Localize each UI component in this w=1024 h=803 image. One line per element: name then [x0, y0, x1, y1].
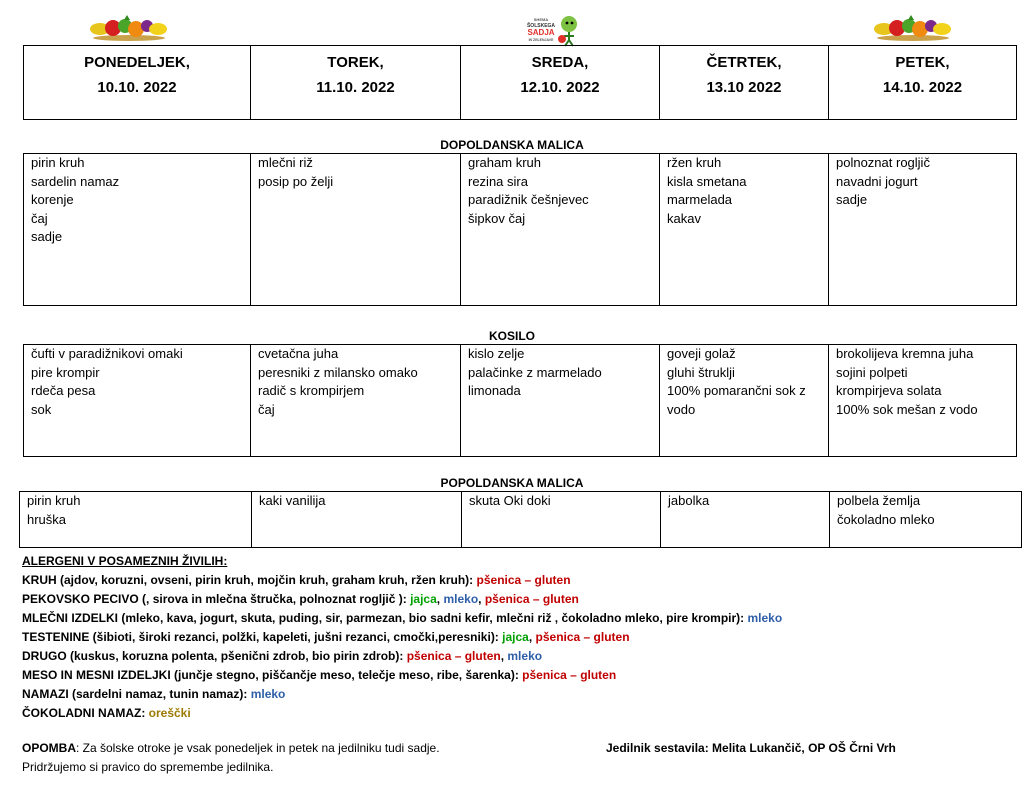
day-name: PONEDELJEK, [84, 54, 190, 71]
allergen-tag: jajca [410, 592, 437, 606]
menu-item: sadje [836, 192, 868, 207]
menu-cell-fri [830, 492, 1022, 548]
allergen-row [22, 628, 782, 647]
menu-cell-fri [829, 154, 1017, 306]
allergen-food-text: MESO IN MESNI IZDELJKI (junčje stegno, piščančje meso, telečje meso, ribe, šarenka): [22, 668, 523, 682]
allergen-row [22, 685, 782, 704]
menu-cell-mon [24, 154, 251, 306]
day-date: 11.10. 2022 [316, 79, 395, 96]
footer-author: Jedilnik sestavila: Melita Lukančič, OP OŠ Črni Vrh [606, 741, 896, 755]
menu-item: marmelada [667, 192, 733, 207]
allergen-tag: mleko [507, 649, 543, 663]
day-date: 14.10. 2022 [882, 79, 963, 96]
allergen-food-text: KRUH (ajdov, koruzni, ovseni, pirin kruh, mojčin kruh, graham kruh, ržen kruh): [22, 573, 477, 587]
menu-item: skuta Oki doki [469, 493, 551, 508]
menu-item: čaj [258, 401, 275, 417]
allergen-row [22, 647, 782, 666]
menu-item: brokolijeva kremna juha [836, 346, 974, 361]
menu-item: posip po želji [258, 173, 334, 189]
allergen-food-text: TESTENINE (šibioti, široki rezanci, polžki, kapeleti, jušni rezanci, cmočki,peresniki): [22, 630, 503, 644]
allergen-tag: pšenica – gluten [484, 592, 579, 606]
menu-item: čufti v paradižnikovi omaki [31, 346, 183, 361]
menu-item: polnoznat rogljič [836, 155, 930, 170]
allergen-row [22, 609, 782, 628]
menu-item: limonada [468, 383, 521, 398]
allergen-food-text: , [436, 592, 444, 606]
allergen-food-text: ČOKOLADNI NAMAZ: [22, 706, 149, 720]
allergen-food-text: , [500, 649, 508, 663]
allergen-food-text: NAMAZI (sardelni namaz, tunin namaz): [22, 687, 251, 701]
footer-note-line1 [22, 739, 440, 758]
note-text: : Za šolske otroke je vsak ponedeljek in petek na jedilniku tudi sadje. [76, 741, 440, 755]
logo-text-4: IN ZELENJAVE [528, 38, 554, 42]
menu-item: jabolka [668, 493, 710, 508]
allergen-tag: mleko [747, 611, 783, 625]
school-fruit-scheme-logo [522, 12, 584, 48]
fruit-basket-logo-left [88, 14, 170, 42]
menu-item: vodo [667, 401, 696, 417]
allergen-tag: jajca [502, 630, 529, 644]
allergen-tag: oreščki [148, 706, 191, 720]
morning-snack-table [23, 153, 1017, 306]
menu-item: graham kruh [468, 155, 541, 170]
day-date: 10.10. 2022 [97, 79, 177, 96]
lunch-table [23, 344, 1017, 457]
logo-text-1: SHEMA [533, 17, 549, 22]
menu-item: palačinke z marmelado [468, 364, 602, 380]
menu-item: 100% pomarančni sok z [667, 383, 806, 398]
allergen-row [22, 666, 782, 685]
menu-item: mlečni riž [258, 155, 313, 170]
menu-item: kislo zelje [468, 346, 525, 361]
allergen-food-text: , [478, 592, 485, 606]
menu-item: šipkov čaj [468, 210, 526, 226]
note-label: OPOMBA [22, 741, 76, 755]
allergen-tag: pšenica – gluten [522, 668, 617, 682]
allergen-tag: pšenica – gluten [535, 630, 630, 644]
fruit-basket-logo-right [872, 14, 954, 42]
allergen-tag: mleko [250, 687, 286, 701]
day-thursday [660, 46, 829, 120]
menu-item: radič s krompirjem [258, 383, 365, 398]
allergen-food-text: , [528, 630, 536, 644]
menu-cell-mon [20, 492, 252, 548]
menu-cell-thu [661, 492, 830, 548]
days-header-table [23, 45, 1017, 120]
menu-item: krompirjeva solata [836, 383, 942, 398]
allergen-food-text: PEKOVSKO PECIVO (, sirova in mlečna štručka, polnoznat rogljič ): [22, 592, 411, 606]
menu-item: čaj [31, 210, 48, 226]
menu-cell-tue [251, 345, 461, 457]
allergen-tag: mleko [443, 592, 479, 606]
menu-cell-fri [829, 345, 1017, 457]
menu-item: rezina sira [468, 173, 528, 189]
allergens-title: ALERGENI V POSAMEZNIH ŽIVILIH: [22, 554, 228, 568]
menu-item: sadje [31, 229, 63, 244]
menu-item: kakav [667, 210, 701, 226]
allergen-row [22, 571, 782, 590]
menu-item: čokoladno mleko [837, 511, 935, 527]
allergen-food-text: DRUGO (kuskus, koruzna polenta, pšenični zdrob, bio pirin zdrob): [22, 649, 407, 663]
day-name: SREDA, [531, 54, 589, 71]
allergen-food-text: MLEČNI IZDELKI (mleko, kava, jogurt, skuta, puding, sir, parmezan, bio sadni kefir, mlečni riž , čokoladno mleko, pire krompir): [22, 611, 748, 625]
menu-item: pire krompir [31, 364, 100, 380]
menu-item: paradižnik češnjevec [468, 192, 589, 207]
menu-item: polbela žemlja [837, 493, 921, 508]
day-wednesday [461, 46, 660, 120]
menu-item: gluhi štruklji [667, 364, 735, 380]
menu-item: pirin kruh [27, 493, 81, 508]
day-name: ČETRTEK, [706, 54, 782, 71]
allergen-tag: pšenica – gluten [476, 573, 571, 587]
menu-item: sardelin namaz [31, 173, 120, 189]
menu-item: peresniki z milansko omako [258, 364, 418, 380]
allergen-row [22, 590, 782, 609]
day-monday [24, 46, 251, 120]
allergen-row [22, 704, 782, 723]
menu-item: korenje [31, 192, 74, 207]
allergen-tag: pšenica – gluten [406, 649, 501, 663]
menu-item: kisla smetana [667, 173, 747, 189]
menu-item: navadni jogurt [836, 173, 918, 189]
footer-note-line2: Pridržujemo si pravico do spremembe jedilnika. [22, 760, 274, 774]
menu-cell-tue [252, 492, 462, 548]
day-date: 12.10. 2022 [520, 79, 600, 96]
menu-cell-thu [660, 154, 829, 306]
allergens-block [22, 552, 782, 723]
section-title-afternoon-snack: POPOLDANSKA MALICA [440, 476, 584, 490]
menu-item: hruška [27, 511, 67, 527]
menu-item: sojini polpeti [836, 364, 908, 380]
day-date: 13.10 2022 [706, 79, 782, 96]
logo-text-3: SADJA [527, 28, 555, 37]
logo-text-2: ŠOLSKEGA [526, 23, 556, 29]
menu-item: 100% sok mešan z vodo [836, 401, 978, 417]
menu-item: pirin kruh [31, 155, 85, 170]
day-name: TOREK, [327, 54, 384, 71]
afternoon-snack-table [19, 491, 1022, 548]
day-tuesday [251, 46, 461, 120]
menu-item: cvetačna juha [258, 346, 339, 361]
menu-cell-wed [461, 345, 660, 457]
allergens-list [22, 571, 782, 723]
menu-cell-wed [461, 154, 660, 306]
menu-cell-wed [462, 492, 661, 548]
footer-note [22, 739, 440, 777]
section-title-morning-snack: DOPOLDANSKA MALICA [440, 138, 584, 152]
day-friday [829, 46, 1017, 120]
menu-item: goveji golaž [667, 346, 736, 361]
menu-item: rdeča pesa [31, 383, 96, 398]
day-name: PETEK, [895, 54, 950, 71]
menu-cell-mon [24, 345, 251, 457]
menu-item: sok [31, 401, 52, 417]
menu-cell-thu [660, 345, 829, 457]
menu-cell-tue [251, 154, 461, 306]
menu-item: kaki vanilija [259, 493, 326, 508]
menu-item: ržen kruh [667, 155, 722, 170]
section-title-lunch: KOSILO [488, 329, 535, 343]
